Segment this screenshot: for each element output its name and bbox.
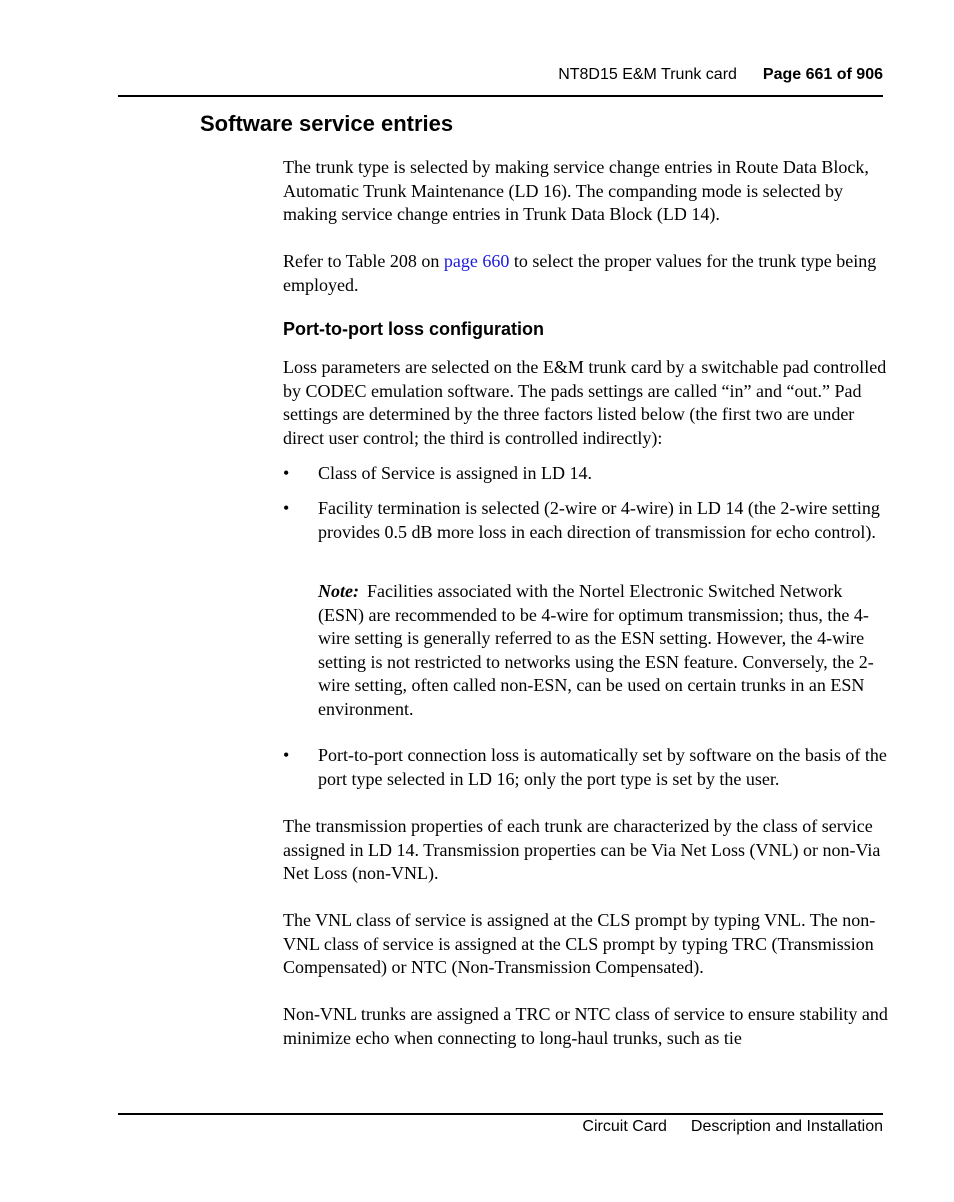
- section-title: Software service entries: [200, 111, 454, 136]
- footer-right: Description and Installation: [690, 1118, 883, 1135]
- header-doc-title: NT8D15 E&M Trunk card: [558, 66, 737, 83]
- bullet-class-of-service: Class of Service is assigned in LD 14.: [318, 463, 592, 483]
- bullet-marker: •: [283, 745, 290, 765]
- note-label: Note:: [318, 581, 359, 601]
- running-header: [558, 66, 883, 84]
- note-block: [318, 580, 888, 721]
- running-footer: [582, 1118, 883, 1136]
- paragraph-trunk-type: The trunk type is selected by making service change entries in Route Data Block, Automatic Trunk Maintenance (LD 16). The companding mode is selected by making service change entries in Trunk Data Block (LD 14).: [283, 157, 869, 224]
- note-text: Facilities associated with the Nortel Electronic Switched Network (ESN) are recommended to be 4-wire for optimum transmission; thus, the 4-wire setting is generally referred to as the ESN setting. However, the 4-wire setting is not restricted to networks using the ESN feature. Conversely, the 2-wire setting, often called non-ESN, can be used on certain trunks in an ESN environment.: [318, 581, 874, 719]
- header-rule: [118, 95, 883, 97]
- refer-text-after: to select the proper values for the trunk type being employed.: [283, 251, 877, 295]
- page-660-link[interactable]: page 660: [443, 251, 510, 271]
- paragraph-loss-parameters: Loss parameters are selected on the E&M trunk card by a switchable pad controlled by CODEC emulation software. The pads settings are called “in” and “out.” Pad settings are determined by the three factors listed below (the first two are under direct user control; the third is controlled indirectly):: [283, 357, 887, 448]
- paragraph-vnl-class: The VNL class of service is assigned at the CLS prompt by typing VNL. The non-VNL class of service is assigned at the CLS prompt by typing TRC (Transmission Compensated) or NTC (Non-Transmission Compensated).: [283, 910, 876, 977]
- bullet-marker: •: [283, 463, 290, 483]
- footer-left: Circuit Card: [582, 1118, 667, 1135]
- paragraph-transmission-properties: The transmission properties of each trunk are characterized by the class of service assigned in LD 14. Transmission properties can be Via Net Loss (VNL) or non-Via Net Loss (non-VNL).: [283, 816, 881, 883]
- bullet-port-to-port: Port-to-port connection loss is automatically set by software on the basis of the port type selected in LD 16; only the port type is set by the user.: [318, 745, 887, 789]
- subsection-title: Port-to-port loss configuration: [283, 319, 544, 339]
- footer-rule: [118, 1113, 883, 1115]
- header-page-label: Page 661 of 906: [762, 66, 883, 83]
- paragraph-refer-table: [283, 250, 888, 297]
- bullet-facility-termination: Facility termination is selected (2-wire or 4-wire) in LD 14 (the 2-wire setting provides 0.5 dB more loss in each direction of transmission for echo control).: [318, 498, 880, 542]
- refer-text-before: Refer to Table 208 on: [283, 251, 444, 271]
- paragraph-non-vnl-trunks: Non-VNL trunks are assigned a TRC or NTC class of service to ensure stability and minimize echo when connecting to long-haul trunks, such as tie: [283, 1004, 888, 1048]
- bullet-marker: •: [283, 498, 290, 518]
